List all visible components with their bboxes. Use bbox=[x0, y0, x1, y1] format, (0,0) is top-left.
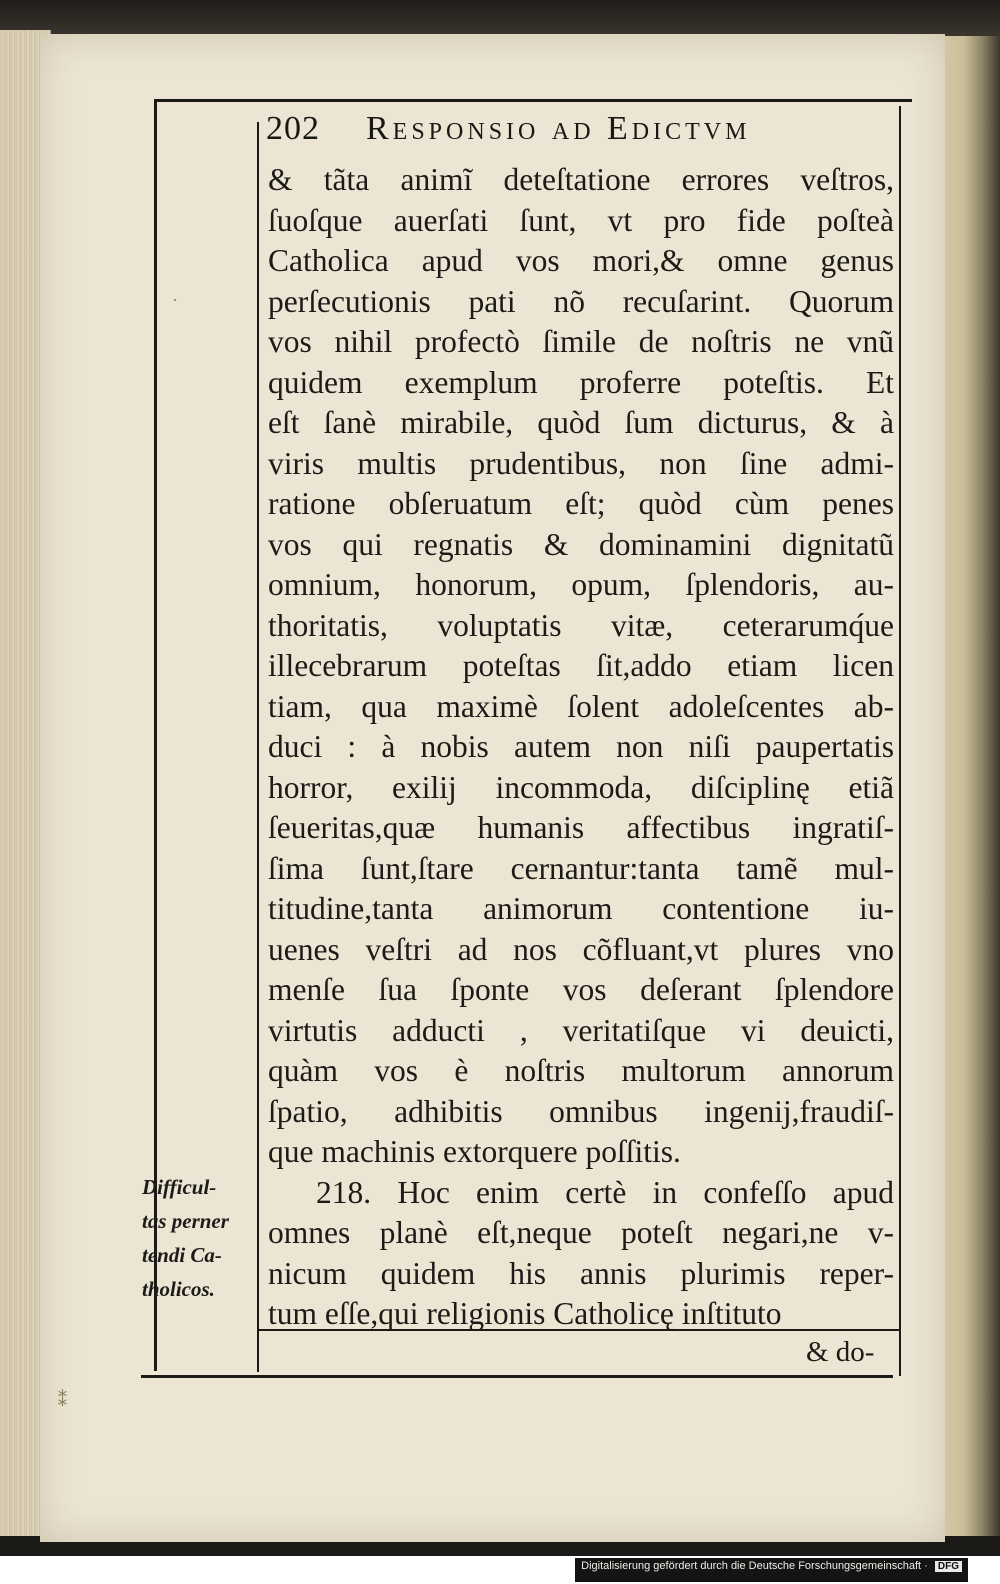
catchword: & do- bbox=[806, 1336, 875, 1368]
text-line: vos qui regnatis & dominamini dignitatũ bbox=[268, 526, 894, 562]
text-line: vos nihil profectò ſimile de noſtris ne vnũ bbox=[268, 324, 894, 359]
frame-rule-bottom-outer bbox=[141, 1375, 893, 1378]
marginal-note-line: tholicos. bbox=[142, 1277, 215, 1301]
page-header bbox=[266, 110, 896, 152]
text-line: horror, exilij incommoda, diſciplinę etiã bbox=[268, 769, 894, 805]
text-line: illecebrarum poteſtas ſit,addo etiam licen bbox=[268, 648, 894, 683]
marginal-note bbox=[142, 1170, 258, 1306]
dfg-logo: DFG bbox=[935, 1561, 962, 1572]
marginal-note-line: tendi Ca- bbox=[142, 1243, 222, 1267]
text-line: quidem exemplum proferre poteſtis. Et bbox=[268, 364, 894, 400]
ink-speck: ⁑ bbox=[58, 1390, 67, 1410]
text-line: 218. Hoc enim certè in confeſſo apud bbox=[316, 1174, 894, 1210]
text-line: eſt ſanè mirabile, quòd ſum dicturus, & à bbox=[268, 405, 894, 440]
text-line: uenes veſtri ad nos cõfluant,vt plures vno bbox=[268, 931, 894, 967]
text-line: ſuoſque auerſati ſunt, vt pro fide poſteà bbox=[268, 202, 894, 238]
scanner-background-top bbox=[0, 0, 1000, 36]
book-right-binding bbox=[940, 36, 1000, 1546]
body-text bbox=[268, 160, 894, 1335]
text-line: quàm vos è noſtris multorum annorum bbox=[268, 1053, 894, 1088]
page-number: 202 bbox=[266, 110, 320, 147]
text-line: perſecutionis pati nõ recuſarint. Quorum bbox=[268, 283, 894, 319]
text-line: tiam, qua maximè ſolent adoleſcentes ab- bbox=[268, 688, 894, 724]
text-line: ſpatio, adhibitis omnibus ingenij,fraudiſ- bbox=[268, 1093, 894, 1129]
frame-rule-right bbox=[899, 106, 901, 1376]
text-line: titudine,tanta animorum contentione iu- bbox=[268, 891, 894, 926]
text-line: menſe ſua ſponte vos deſerant ſplendore bbox=[268, 972, 894, 1007]
text-line: ſeueritas,quæ humanis affectibus ingratiſ- bbox=[268, 810, 894, 845]
marginal-note-line: Difficul- bbox=[142, 1175, 217, 1199]
ink-speck: · bbox=[172, 290, 178, 310]
text-line: tum eſſe,qui religionis Catholicę inſtituto bbox=[268, 1296, 782, 1331]
digitization-credit-text: Digitalisierung gefördert durch die Deutsche Forschungsgemeinschaft · bbox=[581, 1560, 928, 1572]
text-line: virtutis adducti , veritatiſque vi deuicti, bbox=[268, 1012, 894, 1048]
text-line: omnium, honorum, opum, ſplendoris, au- bbox=[268, 567, 894, 602]
text-line: Catholica apud vos mori,& omne genus bbox=[268, 243, 894, 278]
text-line: thoritatis, voluptatis vitæ, ceterarumq́ue bbox=[268, 607, 894, 643]
text-line: omnes planè eſt,neque poteſt negari,ne v- bbox=[268, 1215, 894, 1250]
text-line: nicum quidem his annis plurimis reper- bbox=[268, 1255, 894, 1291]
running-head: Responsio ad Edictvm bbox=[366, 110, 751, 147]
text-line: que machinis extorquere poſſitis. bbox=[268, 1134, 681, 1169]
text-line: viris multis prudentibus, non ſine admi- bbox=[268, 445, 894, 481]
text-line: ſima ſunt,ſtare cernantur:tanta tamẽ mul- bbox=[268, 850, 894, 886]
text-line: duci : à nobis autem non niſi paupertatis bbox=[268, 729, 894, 764]
marginal-note-line: tas perner bbox=[142, 1209, 229, 1233]
text-line: ratione obſeruatum eſt; quòd cùm penes bbox=[268, 486, 894, 521]
digitization-credit bbox=[575, 1558, 968, 1582]
frame-rule-top bbox=[154, 99, 912, 102]
text-line: & tãta animĩ deteſtatione errores veſtros, bbox=[268, 162, 894, 197]
